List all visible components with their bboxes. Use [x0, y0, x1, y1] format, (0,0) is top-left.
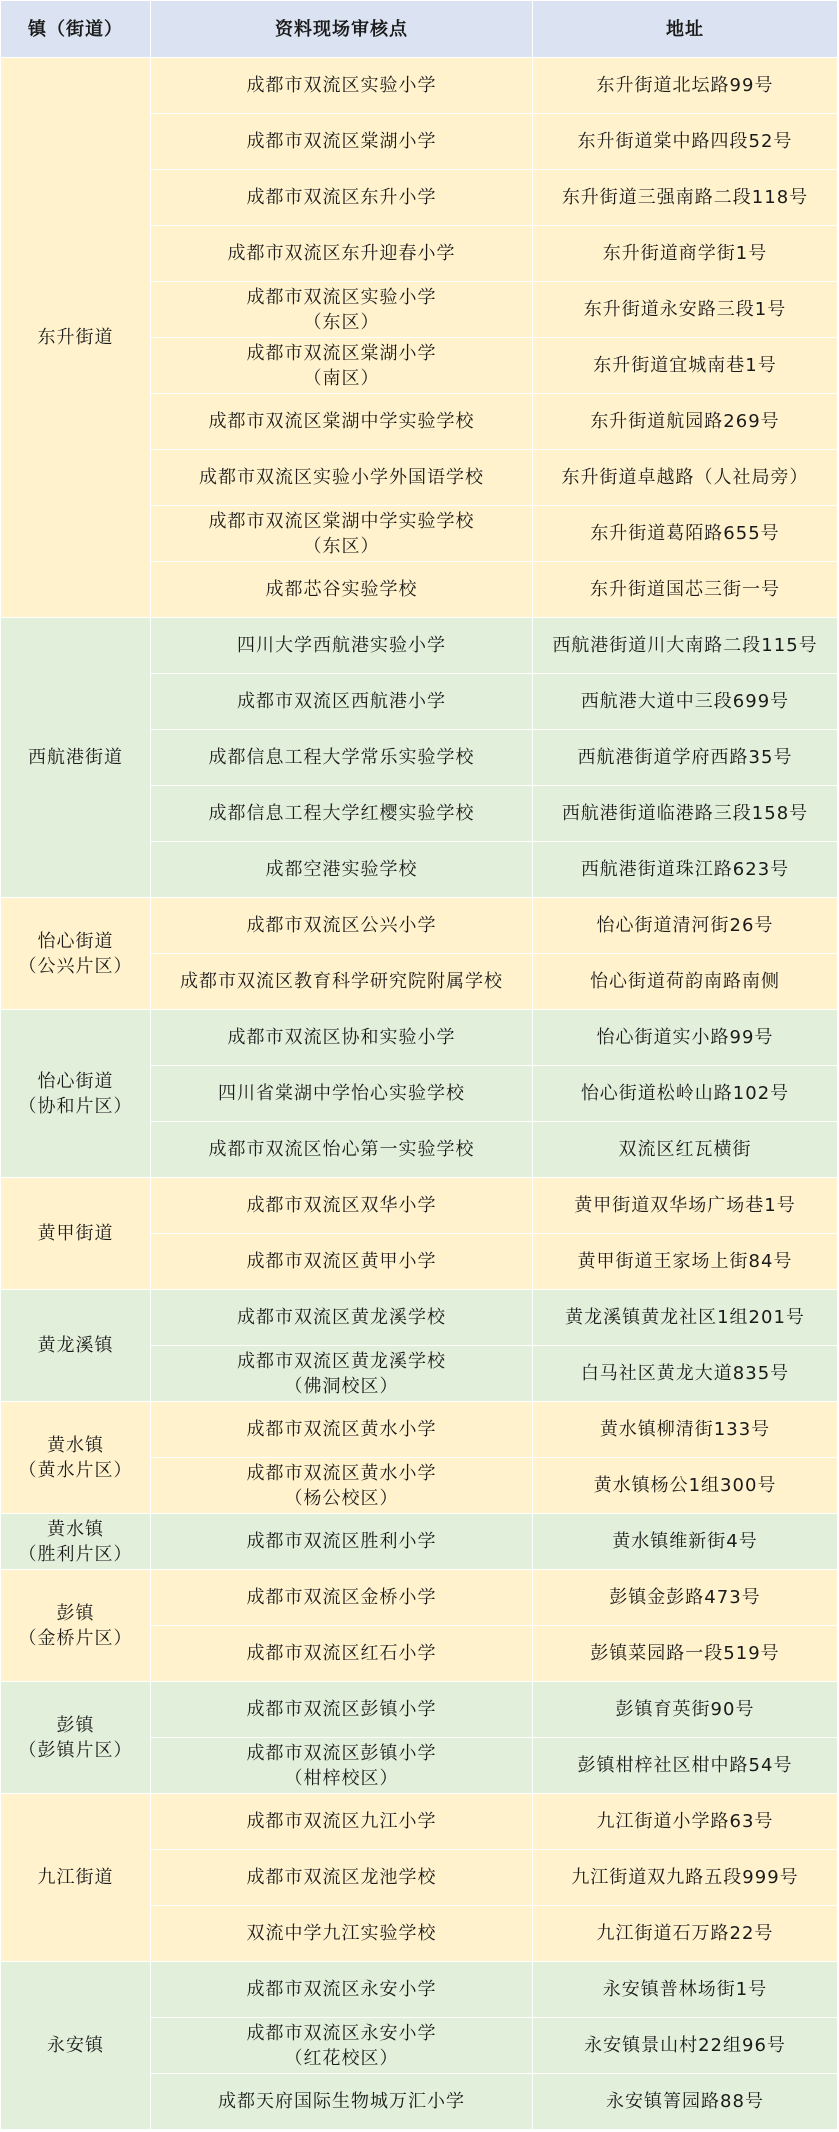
site-name: 成都信息工程大学红樱实验学校: [208, 803, 475, 824]
address-cell: 黄水镇柳清街133号: [533, 1402, 838, 1458]
site-cell: [151, 450, 533, 506]
town-cell: [1, 1682, 151, 1794]
site-cell: [151, 1514, 533, 1570]
address-cell: 怡心街道实小路99号: [533, 1010, 838, 1066]
site-name: 成都天府国际生物城万汇小学: [218, 2091, 465, 2112]
address-cell: 彭镇金彭路473号: [533, 1570, 838, 1626]
site-cell: [151, 1402, 533, 1458]
address-cell: 九江街道小学路63号: [533, 1794, 838, 1850]
address-cell: 东升街道三强南路二段118号: [533, 170, 838, 226]
site-cell: [151, 2018, 533, 2074]
site-cell: [151, 1962, 533, 2018]
site-cell: [151, 226, 533, 282]
town-name: 九江街道: [37, 1867, 114, 1888]
address-cell: 黄水镇杨公1组300号: [533, 1458, 838, 1514]
site-cell: [151, 1010, 533, 1066]
town-cell: [1, 1010, 151, 1178]
site-name: 成都市双流区教育科学研究院附属学校: [180, 971, 503, 992]
address-cell: 怡心街道松岭山路102号: [533, 1066, 838, 1122]
table-row: [1, 1178, 838, 1234]
site-name: （东区）: [303, 535, 380, 557]
address-cell: 西航港大道中三段699号: [533, 674, 838, 730]
town-cell: [1, 1402, 151, 1514]
site-name: 成都市双流区实验小学外国语学校: [199, 467, 484, 488]
site-cell: [151, 1234, 533, 1290]
site-name: 成都市双流区龙池学校: [246, 1867, 437, 1888]
address-cell: 东升街道国芯三街一号: [533, 562, 838, 618]
site-cell: [151, 1794, 533, 1850]
table-row: [1, 898, 838, 954]
town-cell: [1, 1570, 151, 1682]
address-cell: 东升街道北坛路99号: [533, 58, 838, 114]
table-row: [1, 1514, 838, 1570]
table-row: [1, 58, 838, 114]
town-name: 黄水镇: [47, 1518, 104, 1540]
address-cell: 东升街道宜城南巷1号: [533, 338, 838, 394]
site-name: 成都市双流区双华小学: [246, 1195, 437, 1216]
address-cell: 黄水镇维新街4号: [533, 1514, 838, 1570]
town-cell: [1, 898, 151, 1010]
site-name: 成都市双流区彭镇小学: [246, 1742, 437, 1764]
site-name: （红花校区）: [284, 2047, 399, 2069]
site-cell: [151, 170, 533, 226]
site-cell: [151, 1178, 533, 1234]
town-cell: [1, 618, 151, 898]
address-cell: 东升街道航园路269号: [533, 394, 838, 450]
site-name: 成都市双流区金桥小学: [246, 1587, 437, 1608]
table-row: [1, 1962, 838, 2018]
address-cell: 永安镇普林场街1号: [533, 1962, 838, 2018]
address-cell: 双流区红瓦横街: [533, 1122, 838, 1178]
site-name: （东区）: [303, 311, 380, 333]
town-cell: [1, 58, 151, 618]
site-cell: [151, 1626, 533, 1682]
site-name: （杨公校区）: [284, 1487, 399, 1509]
address-cell: 西航港街道学府西路35号: [533, 730, 838, 786]
site-cell: [151, 1122, 533, 1178]
town-name: （金桥片区）: [18, 1627, 133, 1649]
header-address: 地址: [533, 1, 838, 58]
site-name: 成都市双流区棠湖中学实验学校: [208, 510, 475, 532]
address-cell: 永安镇景山村22组96号: [533, 2018, 838, 2074]
town-cell: [1, 1290, 151, 1402]
site-cell: [151, 1906, 533, 1962]
town-cell: [1, 1962, 151, 2130]
site-cell: [151, 1738, 533, 1794]
address-cell: 西航港街道临港路三段158号: [533, 786, 838, 842]
table-header-row: [1, 1, 838, 58]
address-cell: 西航港街道川大南路二段115号: [533, 618, 838, 674]
site-cell: [151, 1570, 533, 1626]
site-cell: [151, 674, 533, 730]
site-name: 成都市双流区黄水小学: [246, 1419, 437, 1440]
site-cell: [151, 786, 533, 842]
site-name: 成都市双流区黄龙溪学校: [237, 1307, 446, 1328]
site-name: 成都信息工程大学常乐实验学校: [208, 747, 475, 768]
address-cell: 怡心街道荷韵南路南侧: [533, 954, 838, 1010]
site-cell: [151, 1066, 533, 1122]
site-name: 成都市双流区九江小学: [246, 1811, 437, 1832]
site-name: 成都市双流区东升小学: [246, 187, 437, 208]
site-name: 成都市双流区西航港小学: [237, 691, 446, 712]
town-cell: [1, 1794, 151, 1962]
address-cell: 九江街道双九路五段999号: [533, 1850, 838, 1906]
town-name: 西航港街道: [28, 747, 123, 768]
site-cell: [151, 1346, 533, 1402]
table-row: [1, 1290, 838, 1346]
table-body: [1, 58, 838, 2130]
site-name: 成都市双流区东升迎春小学: [227, 243, 456, 264]
site-cell: [151, 562, 533, 618]
town-name: （协和片区）: [18, 1095, 133, 1117]
header-site: 资料现场审核点: [151, 1, 533, 58]
site-name: 成都市双流区胜利小学: [246, 1531, 437, 1552]
site-cell: [151, 842, 533, 898]
site-name: 双流中学九江实验学校: [246, 1923, 437, 1944]
site-name: 成都空港实验学校: [265, 859, 418, 880]
address-cell: 东升街道棠中路四段52号: [533, 114, 838, 170]
town-name: 东升街道: [37, 327, 114, 348]
site-cell: [151, 338, 533, 394]
town-name: （胜利片区）: [18, 1543, 133, 1565]
address-cell: 西航港街道珠江路623号: [533, 842, 838, 898]
site-cell: [151, 394, 533, 450]
town-name: 黄龙溪镇: [37, 1335, 114, 1356]
town-name: 彭镇: [56, 1602, 95, 1624]
address-cell: 东升街道卓越路（人社局旁）: [533, 450, 838, 506]
address-cell: 彭镇菜园路一段519号: [533, 1626, 838, 1682]
site-name: 成都市双流区协和实验小学: [227, 1027, 456, 1048]
town-name: 怡心街道: [37, 1070, 114, 1092]
site-name: 成都市双流区实验小学: [246, 75, 437, 96]
site-name: 成都市双流区黄龙溪学校: [237, 1350, 446, 1372]
site-cell: [151, 506, 533, 562]
site-cell: [151, 618, 533, 674]
site-cell: [151, 114, 533, 170]
site-cell: [151, 2074, 533, 2130]
site-name: 成都市双流区彭镇小学: [246, 1699, 437, 1720]
address-cell: 东升街道葛陌路655号: [533, 506, 838, 562]
site-name: 成都市双流区棠湖小学: [246, 342, 437, 364]
site-name: 成都市双流区黄水小学: [246, 1462, 437, 1484]
site-cell: [151, 1458, 533, 1514]
site-cell: [151, 1850, 533, 1906]
town-name: 黄甲街道: [37, 1223, 114, 1244]
table-row: [1, 1010, 838, 1066]
table-row: [1, 1682, 838, 1738]
header-town: 镇（街道）: [1, 1, 151, 58]
site-name: （柑梓校区）: [284, 1767, 399, 1789]
site-name: 成都市双流区永安小学: [246, 1979, 437, 2000]
address-cell: 彭镇柑梓社区柑中路54号: [533, 1738, 838, 1794]
address-cell: 东升街道商学街1号: [533, 226, 838, 282]
site-name: 成都市双流区黄甲小学: [246, 1251, 437, 1272]
table-row: [1, 1570, 838, 1626]
site-name: 成都市双流区实验小学: [246, 286, 437, 308]
site-cell: [151, 954, 533, 1010]
site-cell: [151, 1682, 533, 1738]
site-cell: [151, 1290, 533, 1346]
town-name: 彭镇: [56, 1714, 95, 1736]
address-cell: 永安镇箐园路88号: [533, 2074, 838, 2130]
address-cell: 怡心街道清河街26号: [533, 898, 838, 954]
town-name: （公兴片区）: [18, 955, 133, 977]
site-cell: [151, 58, 533, 114]
site-cell: [151, 730, 533, 786]
site-name: 成都市双流区红石小学: [246, 1643, 437, 1664]
table-row: [1, 1402, 838, 1458]
address-cell: 九江街道石万路22号: [533, 1906, 838, 1962]
site-name: 成都芯谷实验学校: [265, 579, 418, 600]
address-cell: 东升街道永安路三段1号: [533, 282, 838, 338]
site-name: （佛洞校区）: [284, 1375, 399, 1397]
address-cell: 黄甲街道双华场广场巷1号: [533, 1178, 838, 1234]
town-name: 永安镇: [47, 2035, 104, 2056]
town-name: （彭镇片区）: [18, 1739, 133, 1761]
table-row: [1, 1794, 838, 1850]
site-cell: [151, 282, 533, 338]
site-name: 成都市双流区棠湖小学: [246, 131, 437, 152]
site-name: （南区）: [303, 367, 380, 389]
site-name: 成都市双流区公兴小学: [246, 915, 437, 936]
town-name: 怡心街道: [37, 930, 114, 952]
town-cell: [1, 1514, 151, 1570]
site-name: 成都市双流区棠湖中学实验学校: [208, 411, 475, 432]
site-name: 四川大学西航港实验小学: [237, 635, 446, 656]
town-name: 黄水镇: [47, 1434, 104, 1456]
address-cell: 白马社区黄龙大道835号: [533, 1346, 838, 1402]
site-name: 成都市双流区永安小学: [246, 2022, 437, 2044]
address-cell: 黄龙溪镇黄龙社区1组201号: [533, 1290, 838, 1346]
address-cell: 黄甲街道王家场上街84号: [533, 1234, 838, 1290]
town-cell: [1, 1178, 151, 1290]
town-name: （黄水片区）: [18, 1459, 133, 1481]
site-name: 四川省棠湖中学怡心实验学校: [218, 1083, 465, 1104]
site-name: 成都市双流区怡心第一实验学校: [208, 1139, 475, 1160]
address-cell: 彭镇育英街90号: [533, 1682, 838, 1738]
site-cell: [151, 898, 533, 954]
table-row: [1, 618, 838, 674]
